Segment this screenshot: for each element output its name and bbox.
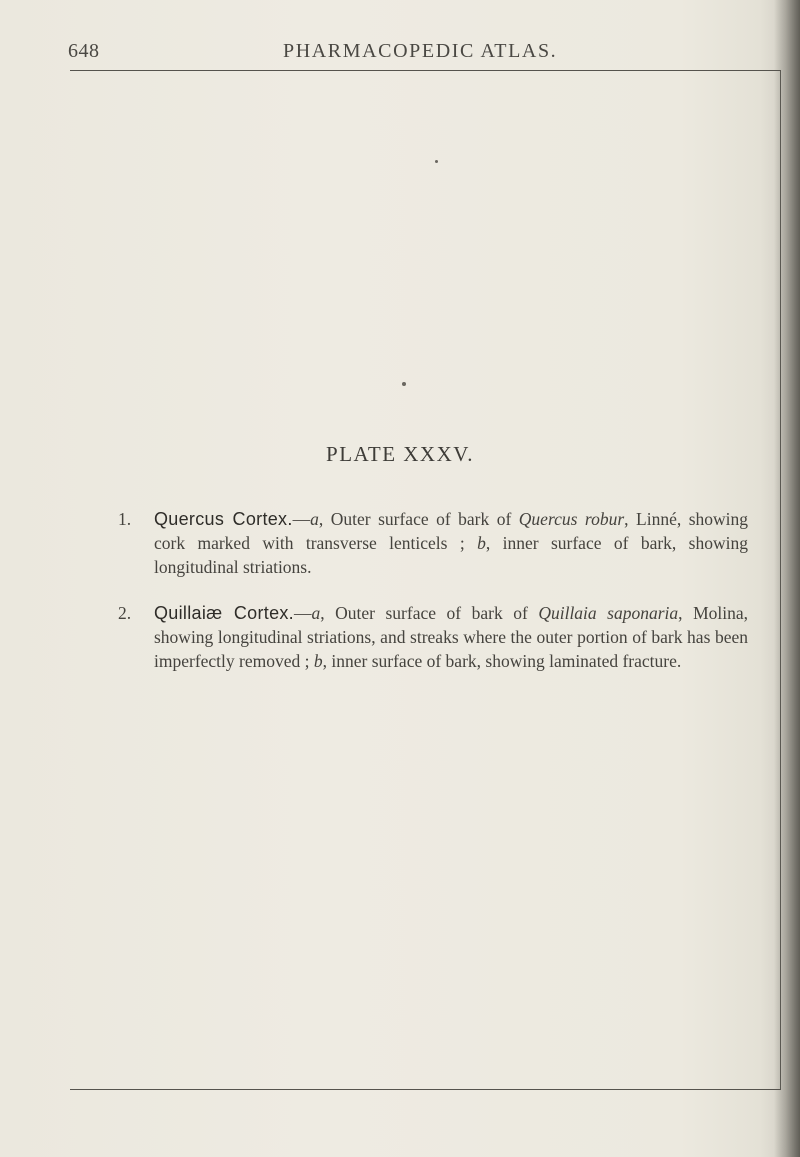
plate-frame — [70, 70, 781, 1090]
species-authority: , Linné, showing cork marked with transverse lenticels ; — [154, 509, 748, 553]
entry-dash: — — [293, 603, 312, 623]
figure-label-a: a — [310, 509, 319, 529]
running-head: PHARMACOPEDIC ATLAS. — [283, 40, 558, 62]
print-speck — [435, 160, 438, 163]
plate-entry-quercus — [118, 507, 748, 579]
entry-text — [154, 601, 748, 673]
entry-number: 2. — [118, 603, 132, 623]
entry-text — [154, 507, 748, 579]
figure-b-description: , inner surface of bark, showing laminated fracture. — [322, 651, 682, 671]
plate-entry-quillaia — [118, 601, 748, 673]
figure-b-description: , inner surface of bark, showing longitudinal striations. — [154, 533, 748, 577]
entry-number: 1. — [118, 509, 132, 529]
figure-label-b: b — [313, 651, 323, 671]
figure-a-description: , Outer surface of bark of — [320, 603, 539, 623]
species-name: Quillaia saponaria — [538, 603, 679, 623]
figure-label-a: a — [311, 603, 321, 623]
entry-dash: — — [292, 509, 311, 529]
entry-title: Quillaiæ Cortex. — [154, 603, 294, 623]
entry-title: Quercus Cortex. — [154, 509, 293, 529]
species-authority: , Molina, showing longitudinal striations, and streaks where the outer portion of bark has been imperfectly removed ; — [154, 603, 748, 671]
page-number: 648 — [68, 40, 100, 62]
print-speck — [402, 382, 406, 386]
plate-title: PLATE XXXV. — [326, 442, 474, 466]
species-name: Quercus robur — [518, 509, 625, 529]
figure-a-description: , Outer surface of bark of — [318, 509, 519, 529]
figure-label-b: b — [477, 533, 486, 553]
page-header — [0, 40, 800, 70]
